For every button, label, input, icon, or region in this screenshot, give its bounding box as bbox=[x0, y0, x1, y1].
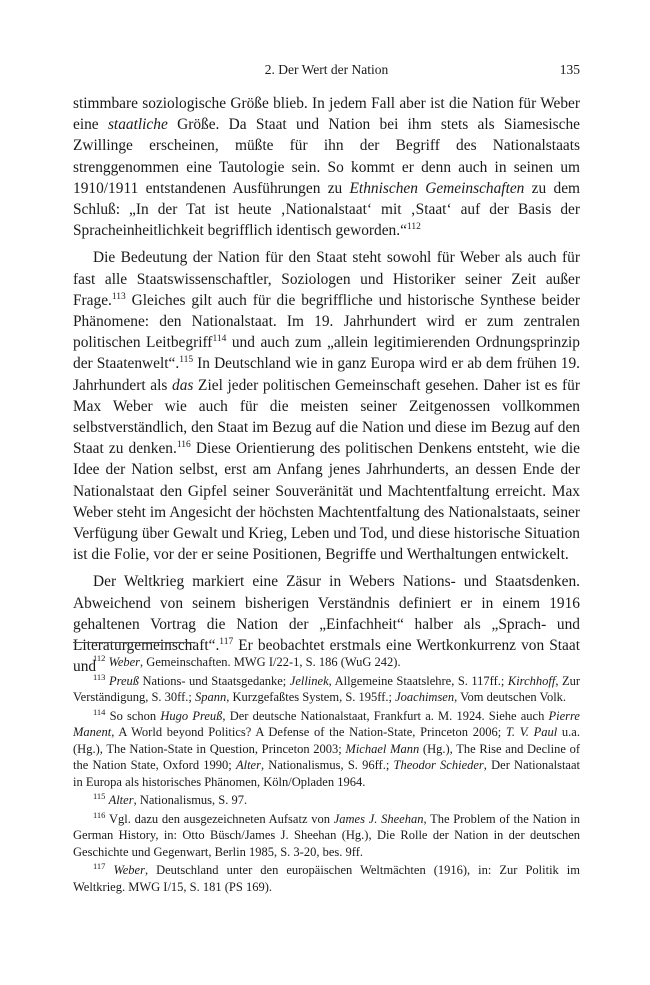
author-name: Jellinek bbox=[289, 673, 329, 688]
footnote-number: 116 bbox=[93, 809, 106, 820]
footnote-ref-112: 112 bbox=[406, 222, 421, 233]
author-name: Pierre Manent bbox=[73, 708, 580, 739]
emphasis: staatliche bbox=[107, 116, 168, 134]
citation-text: , Allgemeine Staatslehre, S. 117ff.; bbox=[328, 673, 508, 688]
footnote-ref-117: 117 bbox=[219, 637, 234, 648]
footnote-divider bbox=[73, 642, 195, 643]
citation-text: , Der deutsche Nationalstaat, Frankfurt a. M. 1924. Siehe auch bbox=[222, 708, 549, 723]
footnote-ref-114: 114 bbox=[212, 334, 227, 345]
citation-text: (Hg.), The Rise and Decline of the Nation State, Oxford 1990; bbox=[73, 741, 580, 772]
author-name: Alter bbox=[235, 758, 261, 772]
author-name: Kirchhoff bbox=[507, 673, 556, 688]
citation-text: u.a. (Hg.), The Nation-State in Question, Princeton 2003; bbox=[73, 725, 580, 756]
author-name: Hugo Preuß bbox=[160, 708, 223, 723]
citation-text: , A World beyond Politics? A Defense of the Nation-State, Princeton 2006; bbox=[111, 725, 506, 739]
quotation: zu dem Schluß: „In der Tat ist heute ‚Nationalstaat‘ mit ‚Staat‘ auf der Basis der Spracheinheitlichkeit begrifflich identisch geworden.“ bbox=[73, 179, 580, 240]
footnote-113 bbox=[73, 673, 580, 706]
emphasis: das bbox=[172, 376, 194, 394]
author-name: Weber bbox=[113, 863, 145, 877]
citation-text: , Vom deutschen Volk. bbox=[454, 690, 567, 704]
author-name: Preuß bbox=[108, 673, 140, 688]
footnote-115 bbox=[73, 792, 580, 809]
text-run: Er beobachtet erstmals eine Wertkonkurrenz von Staat und bbox=[73, 637, 580, 676]
citation-text: , Deutschland unter den europäischen Weltmächten (1916), in: Zur Politik im Weltkrieg. MWG I/15, S. 181 (PS 169). bbox=[73, 863, 580, 894]
author-name: Joachimsen bbox=[395, 690, 455, 704]
footnote-number: 117 bbox=[93, 861, 106, 871]
citation-text: , Der Nationalstaat in Europa als historisches Phänomen, Köln/Opladen 1964. bbox=[73, 758, 580, 789]
citation-text: Vgl. dazu den ausgezeichneten Aufsatz von bbox=[108, 811, 334, 826]
footnote-ref-116: 116 bbox=[176, 440, 191, 451]
author-name: James J. Sheehan bbox=[333, 811, 424, 826]
running-header bbox=[73, 62, 580, 80]
citation-text: , The Problem of the Nation in German History, in: Otto Büsch/James J. Sheehan (Hg.), Die Rolle der Nation in der deutschen Geschichte und Gegenwart, Berlin 1985, S. 3-20, bes. 9ff. bbox=[73, 811, 580, 859]
footnote-112 bbox=[73, 654, 580, 671]
author-name: Alter bbox=[108, 793, 134, 807]
text-run: Diese Orientierung des politischen Denkens entsteht, wie die Idee der Nation selbst, erst am Anfang jenes Jahrhunderts, an dessen Ende der Nationalstaat den Gipfel seiner Souveränität und Machtentfaltung erreicht. Max Weber steht im Angesicht der höchsten Machtentfaltung des Nationalstaats, seiner Verfügung über Gewalt und Krieg, Leben und Tod, und diese historische Situation ist die Folie, vor der er seine Positionen, Begriffe und Werthaltungen entwickelt. bbox=[73, 440, 580, 564]
text-run: Größe. Da Staat und Nation bei ihm stets als Siamesische Zwillinge erscheinen, müßte für ihn der Begriff des Nationalstaats strenggenommen eine Tautologie sein. So kommt er denn auch in seinen um 1910/1911 entstandenen Ausführungen zu bbox=[73, 116, 581, 197]
author-name: Theodor Schieder bbox=[393, 758, 484, 772]
paragraph-1 bbox=[73, 93, 580, 241]
citation-text: , Kurzgefaßtes System, S. 195ff.; bbox=[226, 690, 396, 704]
text-run: Die Bedeutung der Nation für den Staat steht sowohl für Weber als auch für fast alle Staatswissenschaftler, Soziologen und Historiker seiner Zeit außer Frage. bbox=[73, 249, 580, 309]
footnote-number: 112 bbox=[93, 653, 106, 663]
citation-text: , Nationalismus, S. 96ff.; bbox=[260, 758, 394, 772]
footnote-116 bbox=[73, 811, 580, 861]
footnote-number: 114 bbox=[93, 706, 106, 717]
main-text bbox=[73, 93, 580, 683]
text-run: Gleiches gilt auch für die begriffliche und historische Synthese beider Phänomene: den Nationalstaat. Im 19. Jahrhundert wird er zum zentralen politischen Leitbegriff bbox=[73, 291, 580, 352]
footnote-number: 113 bbox=[93, 671, 106, 682]
text-run: und auch zum „allein legitimierenden Ordnungsprinzip der Staatenwelt“. bbox=[73, 334, 580, 373]
footnote-ref-115: 115 bbox=[179, 355, 194, 366]
footnote-114 bbox=[73, 708, 580, 791]
author-name: T. V. Paul bbox=[505, 725, 558, 739]
text-run: stimmbare soziologische Größe blieb. In jedem Fall aber ist die Nation für Weber eine bbox=[73, 95, 580, 134]
footnote-ref-113: 113 bbox=[111, 291, 126, 302]
text-run: Der Weltkrieg markiert eine Zäsur in Webers Nations- und Staatsdenken. Abweichend von seinem bisherigen Verständnis definiert er in einem 1916 gehaltenen Vortrag die Nation der „Einfachheit“ halber als „Sprach- und Literaturgemeinschaft“. bbox=[73, 573, 580, 655]
citation-text: , Nationalismus, S. 97. bbox=[133, 793, 248, 807]
citation-text: So schon bbox=[109, 708, 161, 723]
text-run: Ziel jeder politischen Gemeinschaft gesehen. Daher ist es für Max Weber wie auch für die meisten seiner Zeitgenossen vollkommen selbstverständlich, den Staat im Bezug auf die Nation und diese im Bezug auf den Staat zu denken. bbox=[73, 376, 581, 458]
footnotes bbox=[73, 654, 580, 897]
text-run: In Deutschland wie in ganz Europa wird er ab dem frühen 19. Jahrhundert als bbox=[73, 355, 580, 394]
author-name: Spann bbox=[195, 690, 227, 704]
work-title: Ethnischen Gemeinschaften bbox=[349, 179, 525, 197]
paragraph-2 bbox=[73, 247, 580, 565]
chapter-title: 2. Der Wert der Nation bbox=[264, 62, 389, 77]
citation-text: Nations- und Staatsgedanke; bbox=[139, 673, 290, 688]
citation-text: , Zur Verständigung, S. 30ff.; bbox=[73, 673, 580, 704]
citation-text: , Gemeinschaften. MWG I/22-1, S. 186 (WuG 242). bbox=[140, 655, 401, 669]
footnote-117 bbox=[73, 862, 580, 895]
page-number: 135 bbox=[559, 62, 580, 77]
author-name: Michael Mann bbox=[345, 741, 420, 756]
footnote-number: 115 bbox=[93, 791, 106, 801]
author-name: Weber bbox=[108, 655, 141, 669]
